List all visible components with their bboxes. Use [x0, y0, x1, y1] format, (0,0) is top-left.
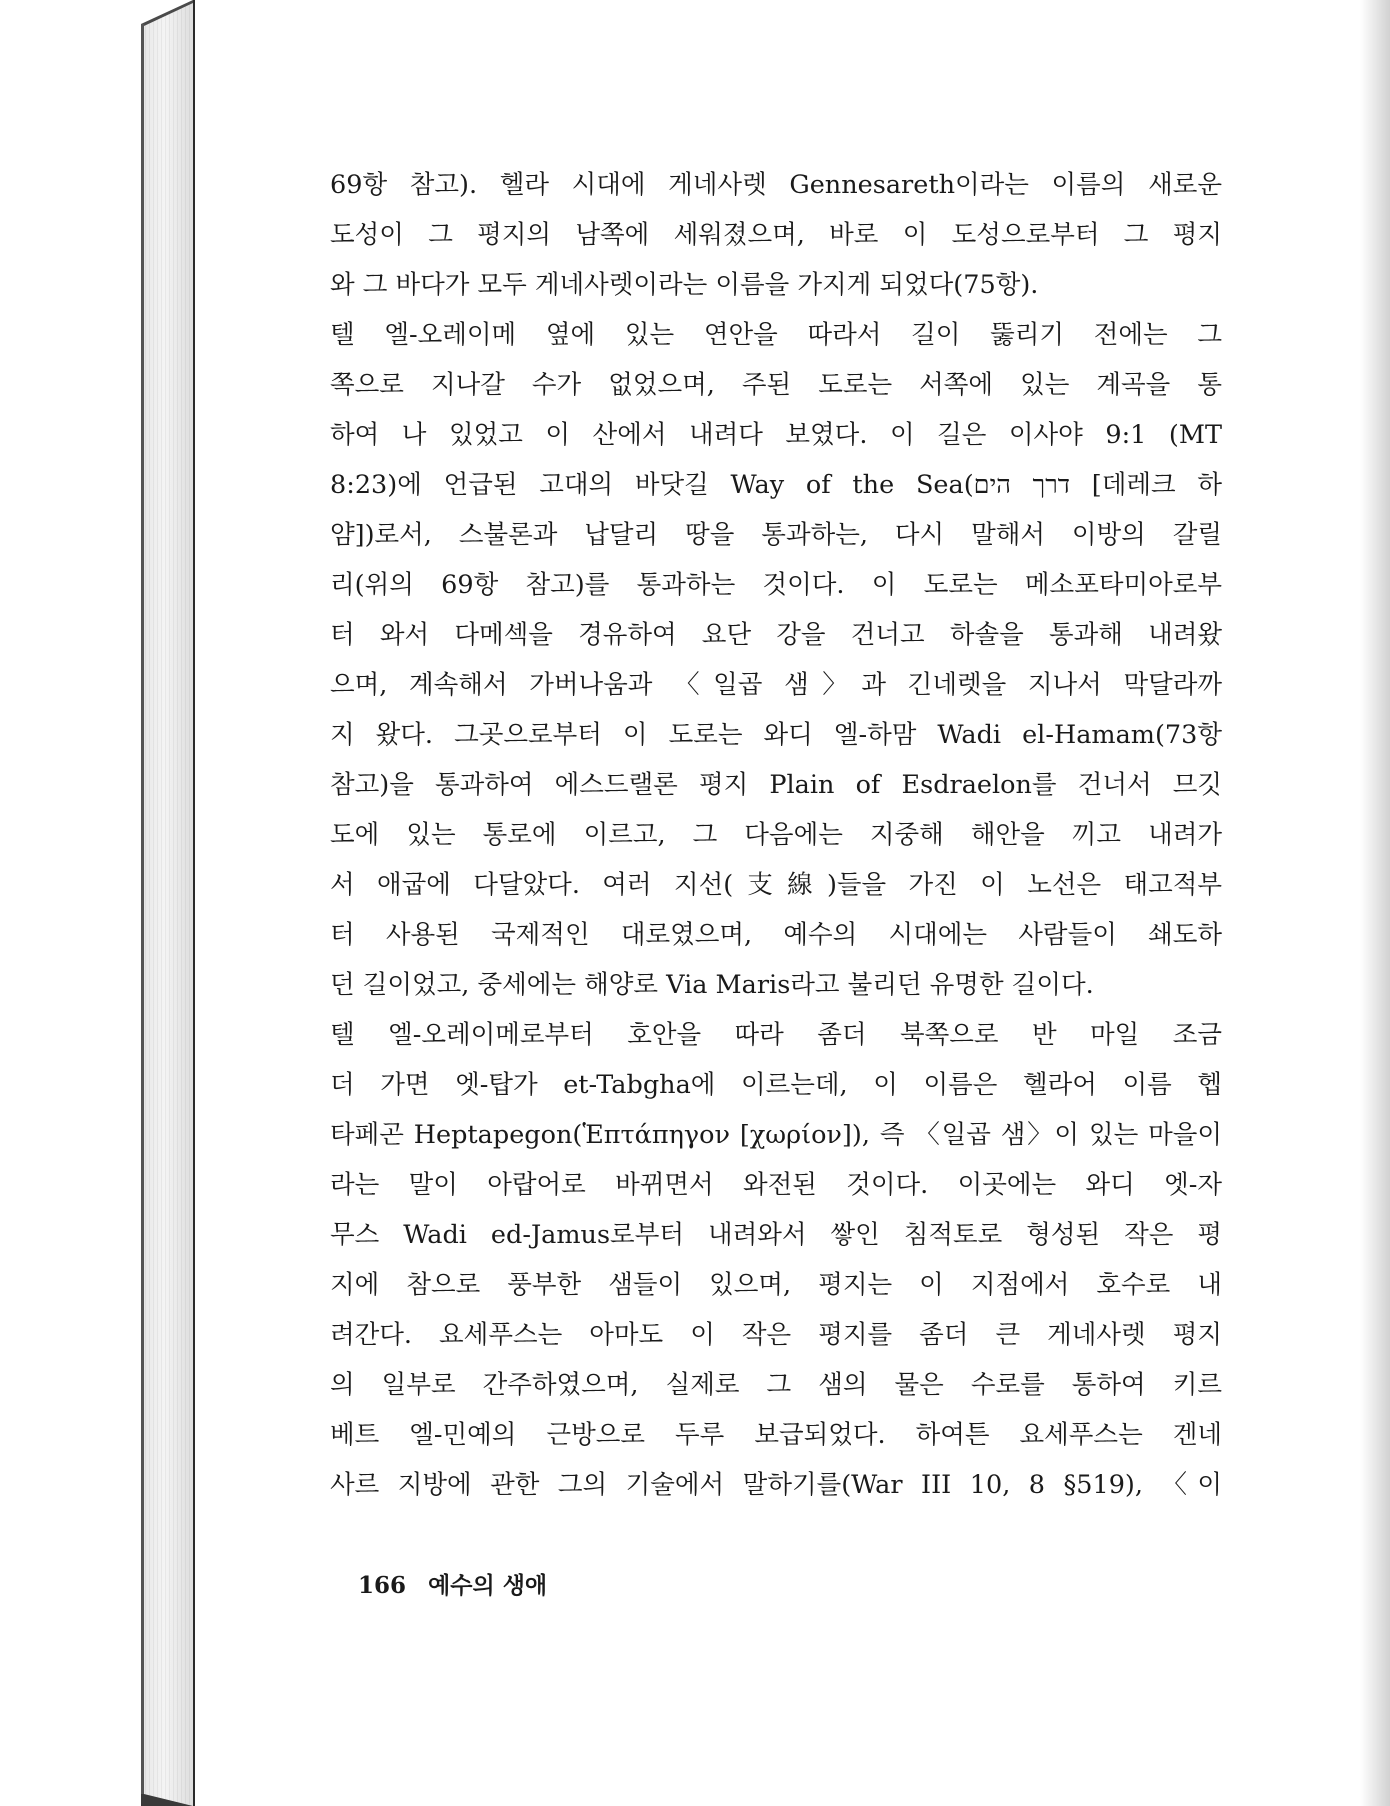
- text-line: 8:23)에 언급된 고대의 바닷길 Way of the Sea(דרך הים [데레크 하: [330, 470, 1222, 500]
- page-number: 166: [358, 1572, 407, 1599]
- running-title: 예수의 생애: [428, 1572, 548, 1599]
- text-line: 리(위의 69항 참고)를 통과하는 것이다. 이 도로는 메소포타미아로부: [330, 570, 1222, 600]
- text-line: 도에 있는 통로에 이르고, 그 다음에는 지중해 해안을 끼고 내려가: [330, 820, 1222, 850]
- text-line: 무스 Wadi ed-Jamus로부터 내려와서 쌓인 침적토로 형성된 작은 평: [330, 1220, 1222, 1250]
- text-line: 지에 참으로 풍부한 샘들이 있으며, 평지는 이 지점에서 호수로 내: [330, 1270, 1222, 1300]
- text-line: 사르 지방에 관한 그의 기술에서 말하기를(War III 10, 8 §519), 〈이: [330, 1470, 1222, 1500]
- text-line: 텔 엘-오레이메 옆에 있는 연안을 따라서 길이 뚫리기 전에는 그: [330, 320, 1222, 350]
- text-line: 서 애굽에 다달았다. 여러 지선(支線)들을 가진 이 노선은 태고적부: [330, 870, 1222, 900]
- text-line: 쪽으로 지나갈 수가 없었으며, 주된 도로는 서쪽에 있는 계곡을 통: [330, 370, 1222, 400]
- text-line: 텔 엘-오레이메로부터 호안을 따라 좀더 북쪽으로 반 마일 조금: [330, 1020, 1222, 1050]
- text-line: 참고)을 통과하여 에스드랠론 평지 Plain of Esdraelon를 건너서 므깃: [330, 770, 1222, 800]
- book-cover-edge-left: [141, 24, 144, 1794]
- text-line: 려간다. 요세푸스는 아마도 이 작은 평지를 좀더 큰 게네사렛 평지: [330, 1320, 1222, 1350]
- page-gutter-shadow: [1360, 0, 1390, 1806]
- text-line: 69항 참고). 헬라 시대에 게네사렛 Gennesareth이라는 이름의 새로운: [330, 170, 1222, 200]
- body-text: [330, 160, 1222, 1510]
- text-line: 라는 말이 아랍어로 바뀌면서 와전된 것이다. 이곳에는 와디 엣-자: [330, 1170, 1222, 1200]
- book-page: [193, 0, 1390, 1806]
- book-page-block: [141, 0, 193, 1806]
- text-line: 터 와서 다메섹을 경유하여 요단 강을 건너고 하솔을 통과해 내려왔: [330, 620, 1222, 650]
- text-line: 하여 나 있었고 이 산에서 내려다 보였다. 이 길은 이사야 9:1 (MT: [330, 420, 1222, 450]
- text-line: 의 일부로 간주하였으며, 실제로 그 샘의 물은 수로를 통하여 키르: [330, 1370, 1222, 1400]
- text-line: 베트 엘-민예의 근방으로 두루 보급되었다. 하여튼 요세푸스는 겐네: [330, 1420, 1222, 1450]
- text-line: 으며, 계속해서 가버나움과 〈일곱 샘〉과 긴네렛을 지나서 막달라까: [330, 670, 1222, 700]
- text-line: 던 길이었고, 중세에는 해양로 Via Maris라고 불리던 유명한 길이다.: [330, 970, 1094, 1000]
- text-line: 얌])로서, 스불론과 납달리 땅을 통과하는, 다시 말해서 이방의 갈릴: [330, 520, 1222, 550]
- text-line: 더 가면 엣-탑가 et-Tabgha에 이르는데, 이 이름은 헬라어 이름 헵: [330, 1070, 1222, 1100]
- text-line: 지 왔다. 그곳으로부터 이 도로는 와디 엘-하맘 Wadi el-Hamam(73항: [330, 720, 1222, 750]
- text-line: 터 사용된 국제적인 대로였으며, 예수의 시대에는 사람들이 쇄도하: [330, 920, 1222, 950]
- page-footer: [358, 1567, 547, 1600]
- text-line: 와 그 바다가 모두 게네사렛이라는 이름을 가지게 되었다(75항).: [330, 270, 1039, 300]
- text-line: 타페곤 Heptapegon(Ἑπτάπηγον [χωρίον]), 즉 〈일곱 샘〉이 있는 마을이: [330, 1120, 1222, 1150]
- text-line: 도성이 그 평지의 남쪽에 세워졌으며, 바로 이 도성으로부터 그 평지: [330, 220, 1222, 250]
